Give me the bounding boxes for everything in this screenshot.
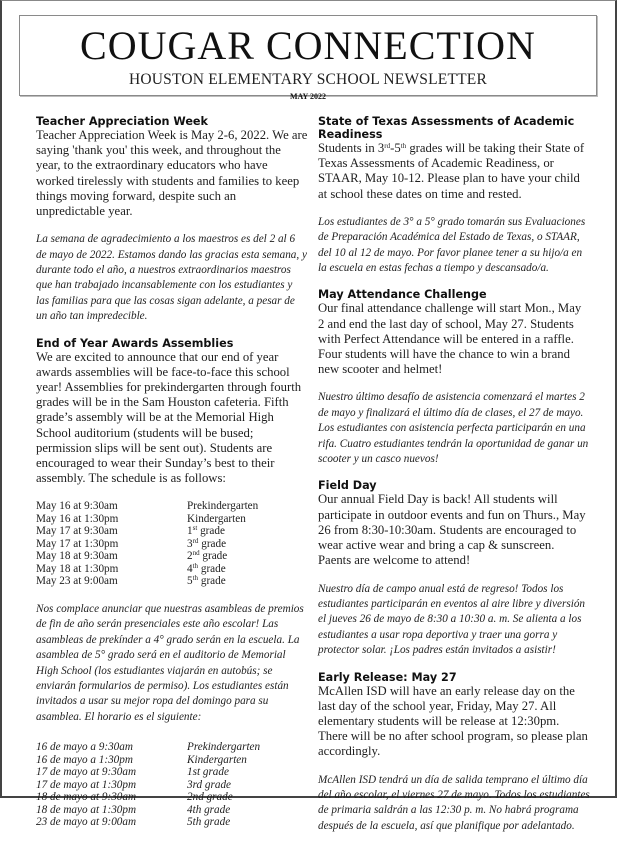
schedule-time: 16 de mayo a 1:30pm [36,753,133,766]
schedule-grade: 4th grade [187,561,226,575]
body-english: Our annual Field Day is back! All students will participate in outdoor events and fun on Thurs., May 26 from 8:30-10:30am. Students are encouraged to wear active wear and bring a cap & sunscreen. Paents are welcome to attend! [318,492,586,568]
schedule-row [36,766,308,779]
left-column [36,115,308,838]
body-spanish: La semana de agradecimiento a los maestros es del 2 al 6 de mayo de 2022. Estamos dando las gracias esta semana, y durante todo el año, a nuestros extraordinarios maestros que han trabajado incansablemente con los estudiantes y las familias para que las cosas sigan adelante, a pesar de un año tan impredecible. [36,233,307,323]
schedule-row [36,779,308,792]
schedule-table-english [36,500,308,588]
issue-date: MAY 2022 [289,92,327,101]
staar-section [318,115,590,276]
schedule-time: 16 de mayo a 9:30am [36,741,133,754]
schedule-row [36,754,308,767]
schedule-time: May 16 at 1:30pm [36,512,119,525]
body-english: Teacher Appreciation Week is May 2-6, 2022. We are saying 'thank you' this week, and throughout the year, to the extraordinary educators who have worked tirelessly with students and families to keep things moving forward, despite such an unpredictable year. [36,128,308,219]
body-english: We are excited to announce that our end of year awards assemblies will be face-to-face this school year! Assemblies for prekindergarten through fourth grades will be in the Sam Houston cafeteria. Fifth grade’s assembly will be at the Memorial High School auditorium (students will be bused; permission slips will be sent out). Students are encouraged to wear their Sunday’s best to their assembly. The schedule is as follows: [36,349,302,486]
schedule-grade: Kindergarten [187,512,246,525]
masthead [19,15,597,101]
right-column [318,115,590,843]
attendance-challenge-section [318,288,590,467]
schedule-time: May 17 at 1:30pm [36,537,119,550]
schedule-grade: Prekindergarten [187,741,261,754]
schedule-row [36,513,308,526]
body-english: Our final attendance challenge will start Mon., May 2 and end the last day of school, May 27. Students with Perfect Attendance will be entered in a raffle. Four students will have the chance to win a brand new scooter and helmet! [318,301,582,377]
schedule-grade: 3rd grade [187,778,232,791]
field-day-section [318,479,590,658]
schedule-time: May 17 at 9:30am [36,525,118,538]
newsletter-subtitle: HOUSTON ELEMENTARY SCHOOL NEWSLETTER [129,71,487,88]
section-heading: End of Year Awards Assemblies [36,336,234,350]
schedule-row [36,575,308,588]
schedule-time: 18 de mayo at 9:30am [36,791,137,804]
body-spanish: McAllen ISD tendrá un día de salida temprano el último día del año escolar, el viernes 27 de mayo. Todos los estudiantes de primaria saldrán a las 12:30 p. m. No habrá programa después de la escuela, así que planifique por adelantado. [318,773,590,832]
schedule-time: May 18 at 9:30am [36,550,118,563]
schedule-grade: Kindergarten [187,753,247,766]
schedule-time: May 18 at 1:30pm [36,562,119,575]
schedule-row [36,816,308,829]
schedule-grade: 1st grade [187,766,229,779]
body-spanish: Nuestro día de campo anual está de regreso! Todos los estudiantes participarán en eventos al aire libre y diversión el jueves 26 de mayo de 8:30 a 10:30 a. m. Se alienta a los estudiantes a usar ropa deportiva y traer una gorra y protector solar. ¡Los padres están invitados a asistir! [318,582,586,657]
body-spanish: Nos complace anunciar que nuestras asambleas de premios de fin de año serán presenciales este año escolar! Las asambleas de prekínder a 4° grado serán en la escuela. La asamblea de 5° grado será en el auditorio de Memorial High School (los estudiantes viajarán en autobús; se enviarán formularios de permiso). Los estudiantes están invitados a usar su mejor ropa del domingo para su asamblea. El horario es el siguiente: [36,602,304,723]
schedule-row [36,563,308,576]
schedule-grade: 2nd grade [187,791,233,804]
schedule-time: 18 de mayo at 1:30pm [36,803,137,816]
section-heading: State of Texas Assessments of Academic Readiness [318,115,575,141]
schedule-grade: Prekindergarten [187,500,259,513]
schedule-row [36,804,308,817]
early-release-section [318,671,590,835]
section-heading: Teacher Appreciation Week [36,115,208,128]
schedule-row [36,525,308,538]
schedule-grade: 1st grade [187,524,225,538]
schedule-row [36,550,308,563]
schedule-time: May 16 at 9:30am [36,500,118,513]
section-heading: Field Day [318,479,377,493]
schedule-row [36,791,308,804]
schedule-row [36,538,308,551]
body-spanish: Nuestro último desafío de asistencia comenzará el martes 2 de mayo y finalizará el último día de clases, el 27 de mayo. Los estudiantes con asistencia perfecta participarán en una rifa. Cuatro estudiantes tendrán la oportunidad de ganar un scooter y un casco nuevos! [318,391,589,466]
schedule-grade: 5th grade [187,574,226,588]
schedule-table-spanish [36,741,308,829]
schedule-row [36,741,308,754]
body-english: McAllen ISD will have an early release day on the last day of the school year, Friday, May 27. All elementary students will be release at 12:30pm. There will be no after school program, so please plan accordingly. [318,683,588,759]
schedule-time: 17 de mayo at 9:30am [36,766,137,779]
schedule-grade: 4th grade [187,803,231,816]
schedule-time: 23 de mayo at 9:00am [36,816,137,829]
schedule-grade: 5th grade [187,816,231,829]
schedule-row [36,500,308,513]
body-spanish: Los estudiantes de 3° a 5° grado tomarán sus Evaluaciones de Preparación Académica del Estado de Texas, o STAAR, del 10 al 12 de mayo. Por favor planee tener a su hijo/a en la escuela en estas fechas a tiempo y descansado/a. [318,215,586,275]
teacher-appreciation-section [36,115,308,325]
schedule-time: 17 de mayo at 1:30pm [36,778,137,791]
body-english: Students in 3rd-5th grades will be taking their State of Texas Assessments of Academic Readiness, or STAAR, May 10-12. Please plan to have your child at school these dates on time and rested. [318,141,585,201]
newsletter-title: COUGAR CONNECTION [80,23,536,68]
schedule-grade: 3rd grade [187,536,227,550]
section-heading: Early Release: May 27 [318,670,457,684]
awards-assemblies-section [36,337,308,829]
schedule-time: May 23 at 9:00am [36,575,118,588]
schedule-grade: 2nd grade [187,549,228,563]
section-heading: May Attendance Challenge [318,288,487,302]
